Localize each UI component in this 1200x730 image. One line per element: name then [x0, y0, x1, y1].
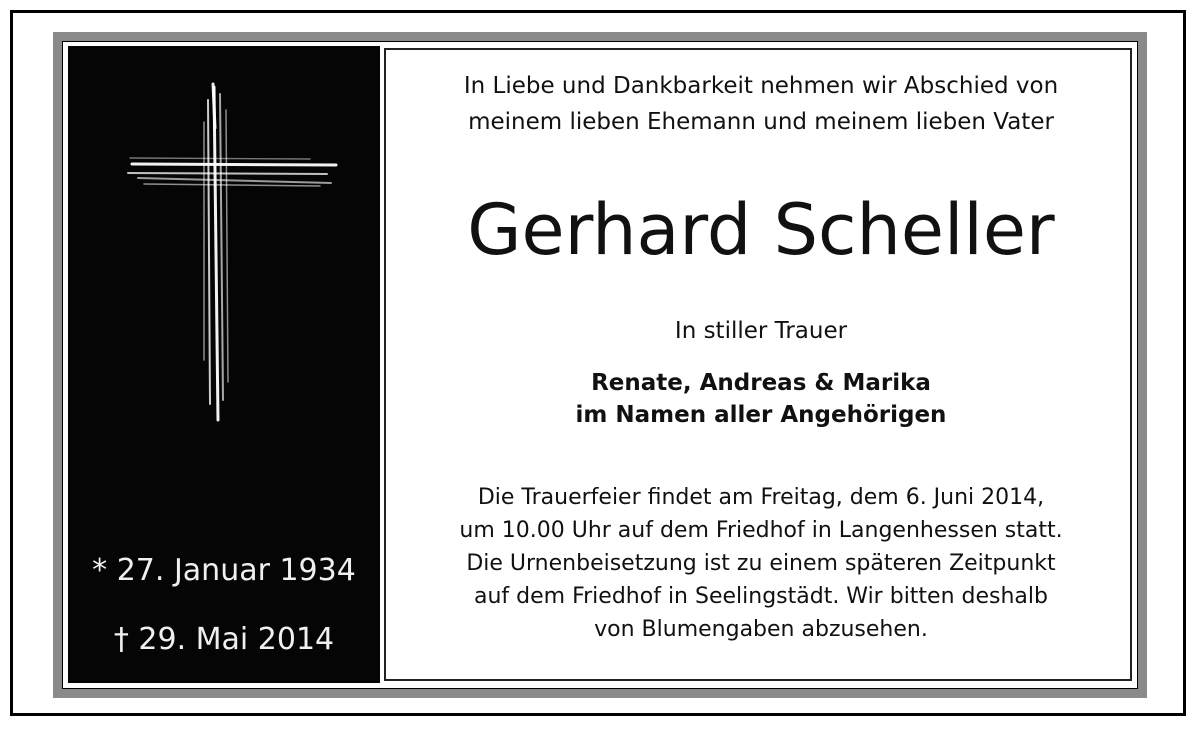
service-details: [392, 481, 1130, 646]
family-line-1: Renate, Andreas & Marika: [591, 370, 931, 396]
mourning-text: In stiller Trauer: [674, 318, 848, 344]
service-line: Die Urnenbeisetzung ist zu einem späteren Zeitpunkt: [466, 551, 1056, 576]
service-line: um 10.00 Uhr auf dem Friedhof in Langenhessen statt.: [459, 518, 1063, 543]
intro-text: [392, 68, 1130, 140]
family-line-2: im Namen aller Angehörigen: [575, 402, 947, 428]
death-date: † 29. Mai 2014: [113, 622, 335, 657]
intro-line-1: In Liebe und Dankbarkeit nehmen wir Abschied von: [463, 73, 1059, 99]
family-signature: [392, 367, 1130, 431]
cross-icon: [122, 82, 342, 422]
intro-line-2: meinem lieben Ehemann und meinem lieben Vater: [468, 109, 1054, 135]
service-line: von Blumengaben abzusehen.: [594, 617, 928, 642]
service-line: auf dem Friedhof in Seelingstädt. Wir bitten deshalb: [474, 584, 1048, 609]
deceased-name: Gerhard Scheller: [467, 189, 1055, 271]
service-line: Die Trauerfeier findet am Freitag, dem 6. Juni 2014,: [477, 485, 1045, 510]
birth-date: * 27. Januar 1934: [92, 553, 356, 588]
